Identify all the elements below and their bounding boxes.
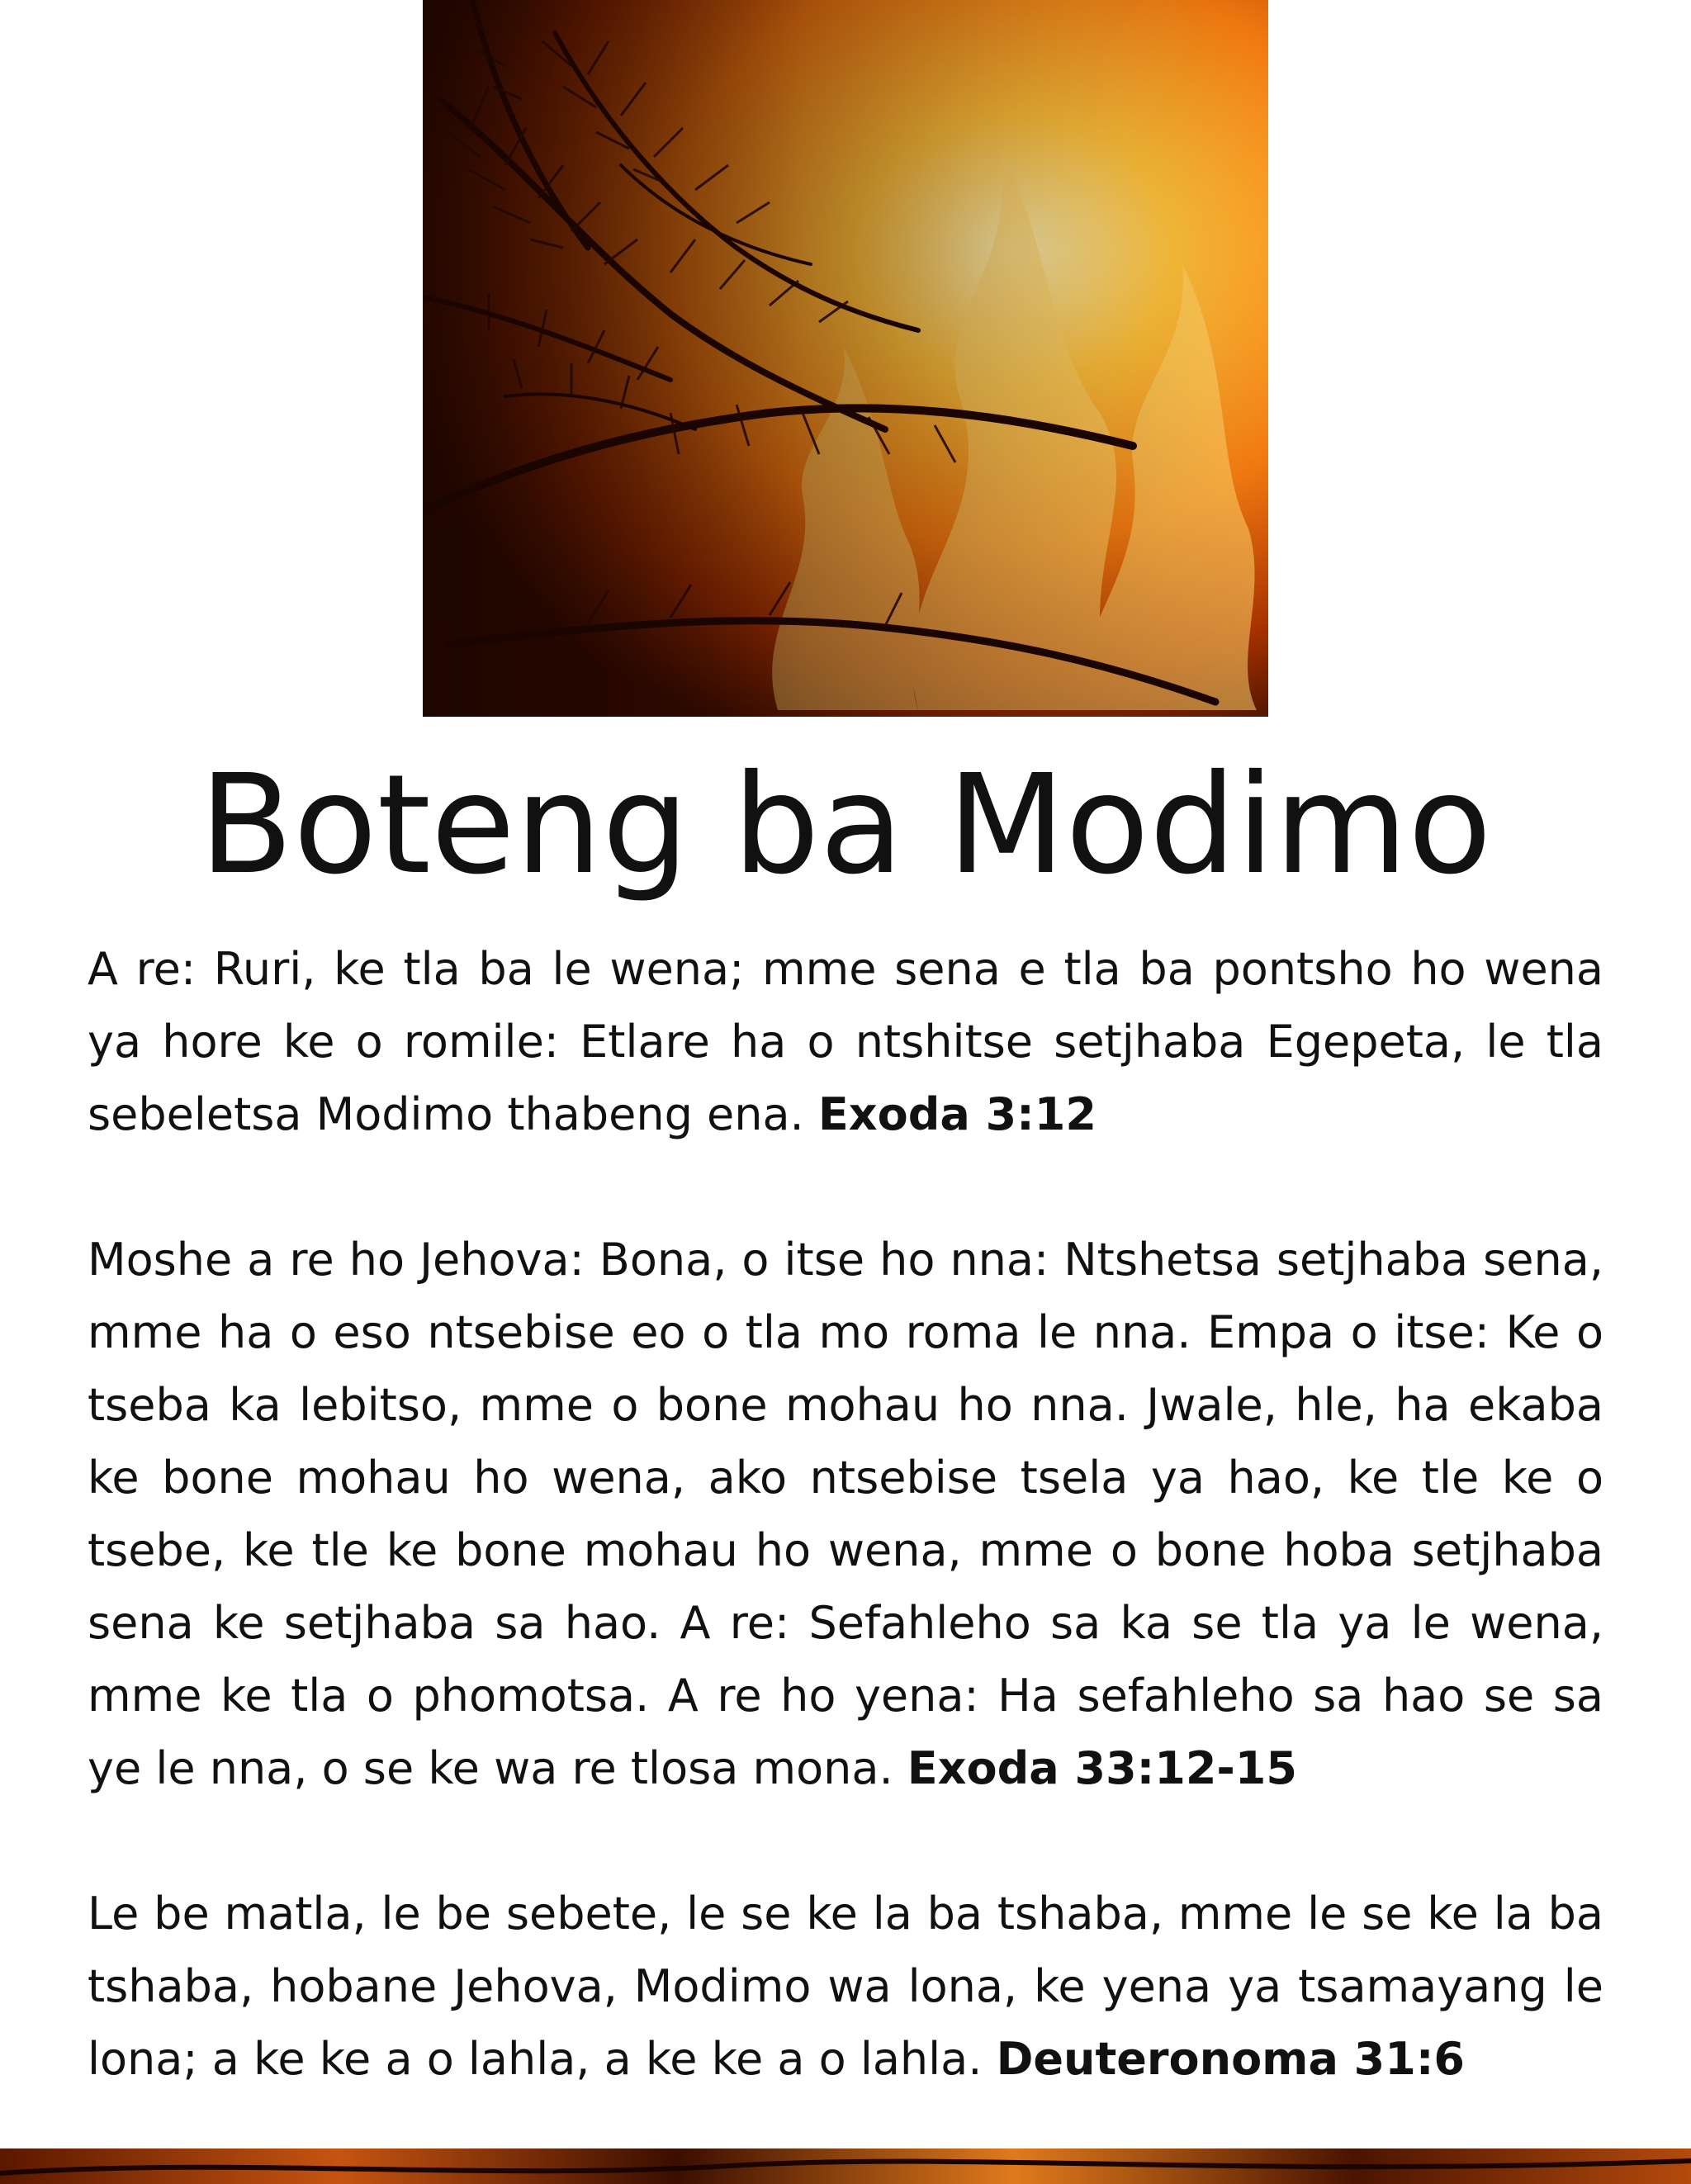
fire-burning-bush-image [423,0,1268,717]
fire-strip-image [0,2148,1691,2184]
passage [88,933,1603,1151]
hero-fire-image [423,0,1268,717]
passage-reference: Exoda 3:12 [817,1088,1097,1140]
passage [88,1224,1603,1805]
passage-text: Le be matla, le be sebete, le se ke la ba tshaba, mme le se ke la ba tshaba, hobane Jehova, Modimo wa lona, ke yena ya tsamayang le lona; a ke ke a o lahla, a ke ke a o lahla. [88,1888,1603,2085]
passage-text: A re: Ruri, ke tla ba le wena; mme sena e tla ba pontsho ho wena ya hore ke o romile: Etlare ha o ntshitse setjhaba Egepeta, le tla sebeletsa Modimo thabeng ena. [88,943,1603,1140]
passage [88,1878,1603,2096]
scripture-passages [88,933,1603,2096]
page-title: Boteng ba Modimo [199,746,1492,905]
passage-reference: Exoda 33:12-15 [907,1742,1297,1794]
footer-fire-strip [0,2148,1691,2184]
passage-reference: Deuteronoma 31:6 [996,2033,1465,2085]
passage-text: Moshe a re ho Jehova: Bona, o itse ho nna: Ntshetsa setjhaba sena, mme ha o eso ntsebise eo o tla mo roma le nna. Empa o itse: Ke o tseba ka lebitso, mme o bone mohau ho nna. Jwale, hle, ha ekaba ke bone mohau ho wena, ako ntsebise tsela ya hao, ke tle ke o tsebe, ke tle ke bone mohau ho wena, mme o bone hoba setjhaba sena ke setjhaba sa hao. A re: Sefahleho sa ka se tla ya le wena, mme ke tla o phomotsa. A re ho yena: Ha sefahleho sa hao se sa ye le nna, o se ke wa re tlosa mona. [88,1234,1603,1794]
